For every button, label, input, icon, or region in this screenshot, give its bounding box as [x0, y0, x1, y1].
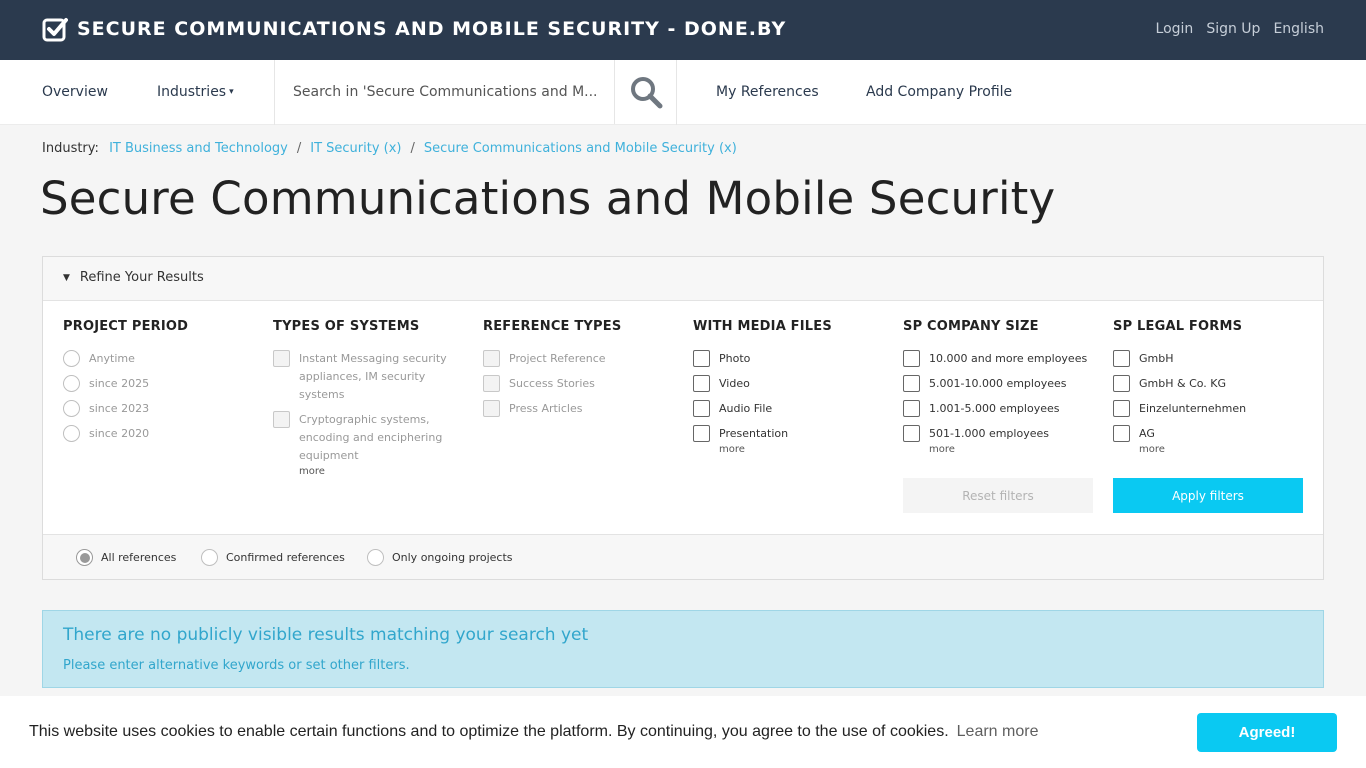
no-results-alert — [42, 610, 1324, 688]
media-option-presentation[interactable] — [693, 425, 893, 443]
radio-button[interactable] — [367, 549, 384, 566]
media-option-audio[interactable] — [693, 400, 893, 418]
filter-title: WITH MEDIA FILES — [693, 319, 832, 334]
top-header — [0, 0, 1366, 60]
reftype-option-press[interactable] — [483, 400, 683, 418]
filter-project-period — [63, 319, 263, 450]
site-title[interactable]: SECURE COMMUNICATIONS AND MOBILE SECURITY - DONE.BY — [77, 18, 787, 40]
breadcrumb-item-it-business[interactable]: IT Business and Technology — [109, 141, 288, 156]
filter-title: SP COMPANY SIZE — [903, 319, 1039, 334]
reset-filters-button[interactable]: Reset filters — [903, 478, 1093, 513]
top-links — [1156, 21, 1324, 37]
more-link[interactable]: more — [719, 444, 745, 455]
more-link[interactable]: more — [299, 466, 325, 477]
option-label: since 2023 — [89, 402, 150, 415]
filter-title: PROJECT PERIOD — [63, 319, 189, 334]
period-option-anytime[interactable] — [63, 350, 263, 368]
breadcrumb-separator: / — [296, 141, 302, 156]
radio-button[interactable] — [63, 350, 80, 367]
reftype-option-project[interactable] — [483, 350, 683, 368]
nav-overview[interactable]: Overview — [42, 84, 108, 100]
media-option-photo[interactable] — [693, 350, 893, 368]
option-label: 5.001-10.000 employees — [929, 377, 1067, 390]
option-label: 1.001-5.000 employees — [929, 402, 1060, 415]
size-option-501-1000[interactable] — [903, 425, 1103, 443]
nav-industries-dropdown[interactable] — [157, 84, 234, 100]
radio-button[interactable] — [201, 549, 218, 566]
checkbox[interactable] — [693, 425, 710, 442]
checkbox[interactable] — [693, 375, 710, 392]
option-label: Einzelunternehmen — [1139, 402, 1247, 415]
breadcrumb-label: Industry: — [42, 141, 99, 156]
filter-panel — [42, 256, 1324, 580]
checkbox-checked-icon — [42, 16, 68, 42]
filter-media-files — [693, 319, 893, 455]
legal-option-gmbh[interactable] — [1113, 350, 1313, 368]
cookie-banner — [0, 696, 1366, 768]
option-label: Project Reference — [509, 352, 606, 365]
radio-button[interactable] — [63, 400, 80, 417]
scope-confirmed-references[interactable] — [201, 549, 345, 566]
option-label: Presentation — [719, 427, 789, 440]
checkbox[interactable] — [1113, 400, 1130, 417]
checkbox[interactable] — [1113, 375, 1130, 392]
cookie-message-wrap — [29, 723, 1038, 741]
filter-title: SP LEGAL FORMS — [1113, 319, 1243, 334]
option-label: GmbH & Co. KG — [1139, 377, 1227, 390]
breadcrumb-item-secure-comms[interactable]: Secure Communications and Mobile Security (x) — [423, 141, 737, 156]
breadcrumb-item-it-security[interactable]: IT Security (x) — [310, 141, 402, 156]
option-label: since 2025 — [89, 377, 150, 390]
filter-company-size — [903, 319, 1103, 455]
checkbox[interactable] — [903, 375, 920, 392]
more-link[interactable]: more — [929, 444, 955, 455]
option-label: Cryptographic systems, encoding and enciphering equipment — [299, 413, 443, 462]
option-label: Audio File — [719, 402, 773, 415]
breadcrumb-separator: / — [410, 141, 415, 156]
checkbox[interactable] — [693, 400, 710, 417]
option-label: AG — [1139, 427, 1155, 440]
search-button[interactable] — [614, 60, 677, 124]
page-title: Secure Communications and Mobile Security — [40, 172, 1056, 225]
search-input[interactable] — [275, 60, 614, 124]
alert-text: Please enter alternative keywords or set other filters. — [63, 658, 410, 673]
option-label: since 2020 — [89, 427, 150, 440]
size-option-1001-5000[interactable] — [903, 400, 1103, 418]
checkbox[interactable] — [1113, 425, 1130, 442]
checkbox[interactable] — [903, 400, 920, 417]
checkbox[interactable] — [273, 411, 290, 428]
period-option-2020[interactable] — [63, 425, 263, 443]
scope-ongoing-projects[interactable] — [367, 549, 513, 566]
size-option-10000-plus[interactable] — [903, 350, 1103, 368]
option-label: Photo — [719, 352, 751, 365]
refine-results-toggle[interactable] — [63, 270, 204, 285]
legal-option-ag[interactable] — [1113, 425, 1313, 443]
filter-title: REFERENCE TYPES — [483, 319, 622, 334]
cookie-agree-button[interactable]: Agreed! — [1197, 713, 1337, 752]
nav-my-references[interactable]: My References — [716, 84, 819, 100]
brand[interactable] — [42, 16, 786, 42]
signup-link[interactable]: Sign Up — [1206, 21, 1261, 37]
radio-button-selected[interactable] — [76, 549, 93, 566]
checkbox[interactable] — [483, 400, 500, 417]
checkbox[interactable] — [693, 350, 710, 367]
filter-panel-header — [43, 257, 1323, 301]
filter-legal-forms — [1113, 319, 1313, 455]
checkbox[interactable] — [1113, 350, 1130, 367]
language-switch[interactable]: English — [1273, 21, 1324, 37]
option-label: Success Stories — [509, 377, 595, 390]
option-label: 501-1.000 employees — [929, 427, 1049, 440]
checkbox[interactable] — [483, 375, 500, 392]
period-option-2023[interactable] — [63, 400, 263, 418]
apply-filters-button[interactable]: Apply filters — [1113, 478, 1303, 513]
system-option-im-security[interactable] — [273, 350, 468, 404]
filter-reference-types — [483, 319, 683, 425]
scope-all-references[interactable] — [76, 549, 176, 566]
login-link[interactable]: Login — [1155, 21, 1194, 37]
radio-button[interactable] — [63, 425, 80, 442]
breadcrumb — [42, 141, 737, 156]
cookie-learn-more-link[interactable]: Learn more — [956, 723, 1039, 740]
option-label: Instant Messaging security appliances, IM security systems — [299, 352, 447, 401]
main-nav — [0, 60, 1366, 125]
legal-option-einzelunternehmen[interactable] — [1113, 400, 1313, 418]
checkbox[interactable] — [273, 350, 290, 367]
nav-industries-label: Industries — [157, 84, 227, 100]
magnifier-icon — [629, 75, 663, 109]
radio-button[interactable] — [63, 375, 80, 392]
filter-types-of-systems — [273, 319, 468, 477]
size-option-5001-10000[interactable] — [903, 375, 1103, 393]
legal-option-gmbh-co-kg[interactable] — [1113, 375, 1313, 393]
scope-label: All references — [101, 551, 177, 564]
option-label: 10.000 and more employees — [929, 352, 1088, 365]
caret-down-icon: ▾ — [229, 87, 234, 97]
refine-results-label: Refine Your Results — [79, 270, 204, 285]
checkbox[interactable] — [483, 350, 500, 367]
option-label: GmbH — [1139, 352, 1174, 365]
alert-title: There are no publicly visible results matching your search yet — [63, 625, 589, 645]
checkbox[interactable] — [903, 425, 920, 442]
option-label: Anytime — [89, 352, 135, 365]
more-link[interactable]: more — [1139, 444, 1165, 455]
cookie-message: This website uses cookies to enable certain functions and to optimize the platform. By continuing, you agree to the use of cookies. — [29, 723, 949, 740]
media-option-video[interactable] — [693, 375, 893, 393]
chevron-down-icon: ▼ — [63, 272, 70, 283]
scope-label: Only ongoing projects — [392, 551, 513, 564]
filter-title: TYPES OF SYSTEMS — [273, 319, 420, 334]
nav-add-company-profile[interactable]: Add Company Profile — [866, 84, 1013, 100]
system-option-cryptographic[interactable] — [273, 411, 468, 465]
scope-label: Confirmed references — [226, 551, 345, 564]
option-label: Video — [719, 377, 750, 390]
reftype-option-success[interactable] — [483, 375, 683, 393]
search-box — [274, 60, 677, 125]
period-option-2025[interactable] — [63, 375, 263, 393]
checkbox[interactable] — [903, 350, 920, 367]
reference-scope-bar — [43, 534, 1323, 579]
option-label: Press Articles — [509, 402, 583, 415]
